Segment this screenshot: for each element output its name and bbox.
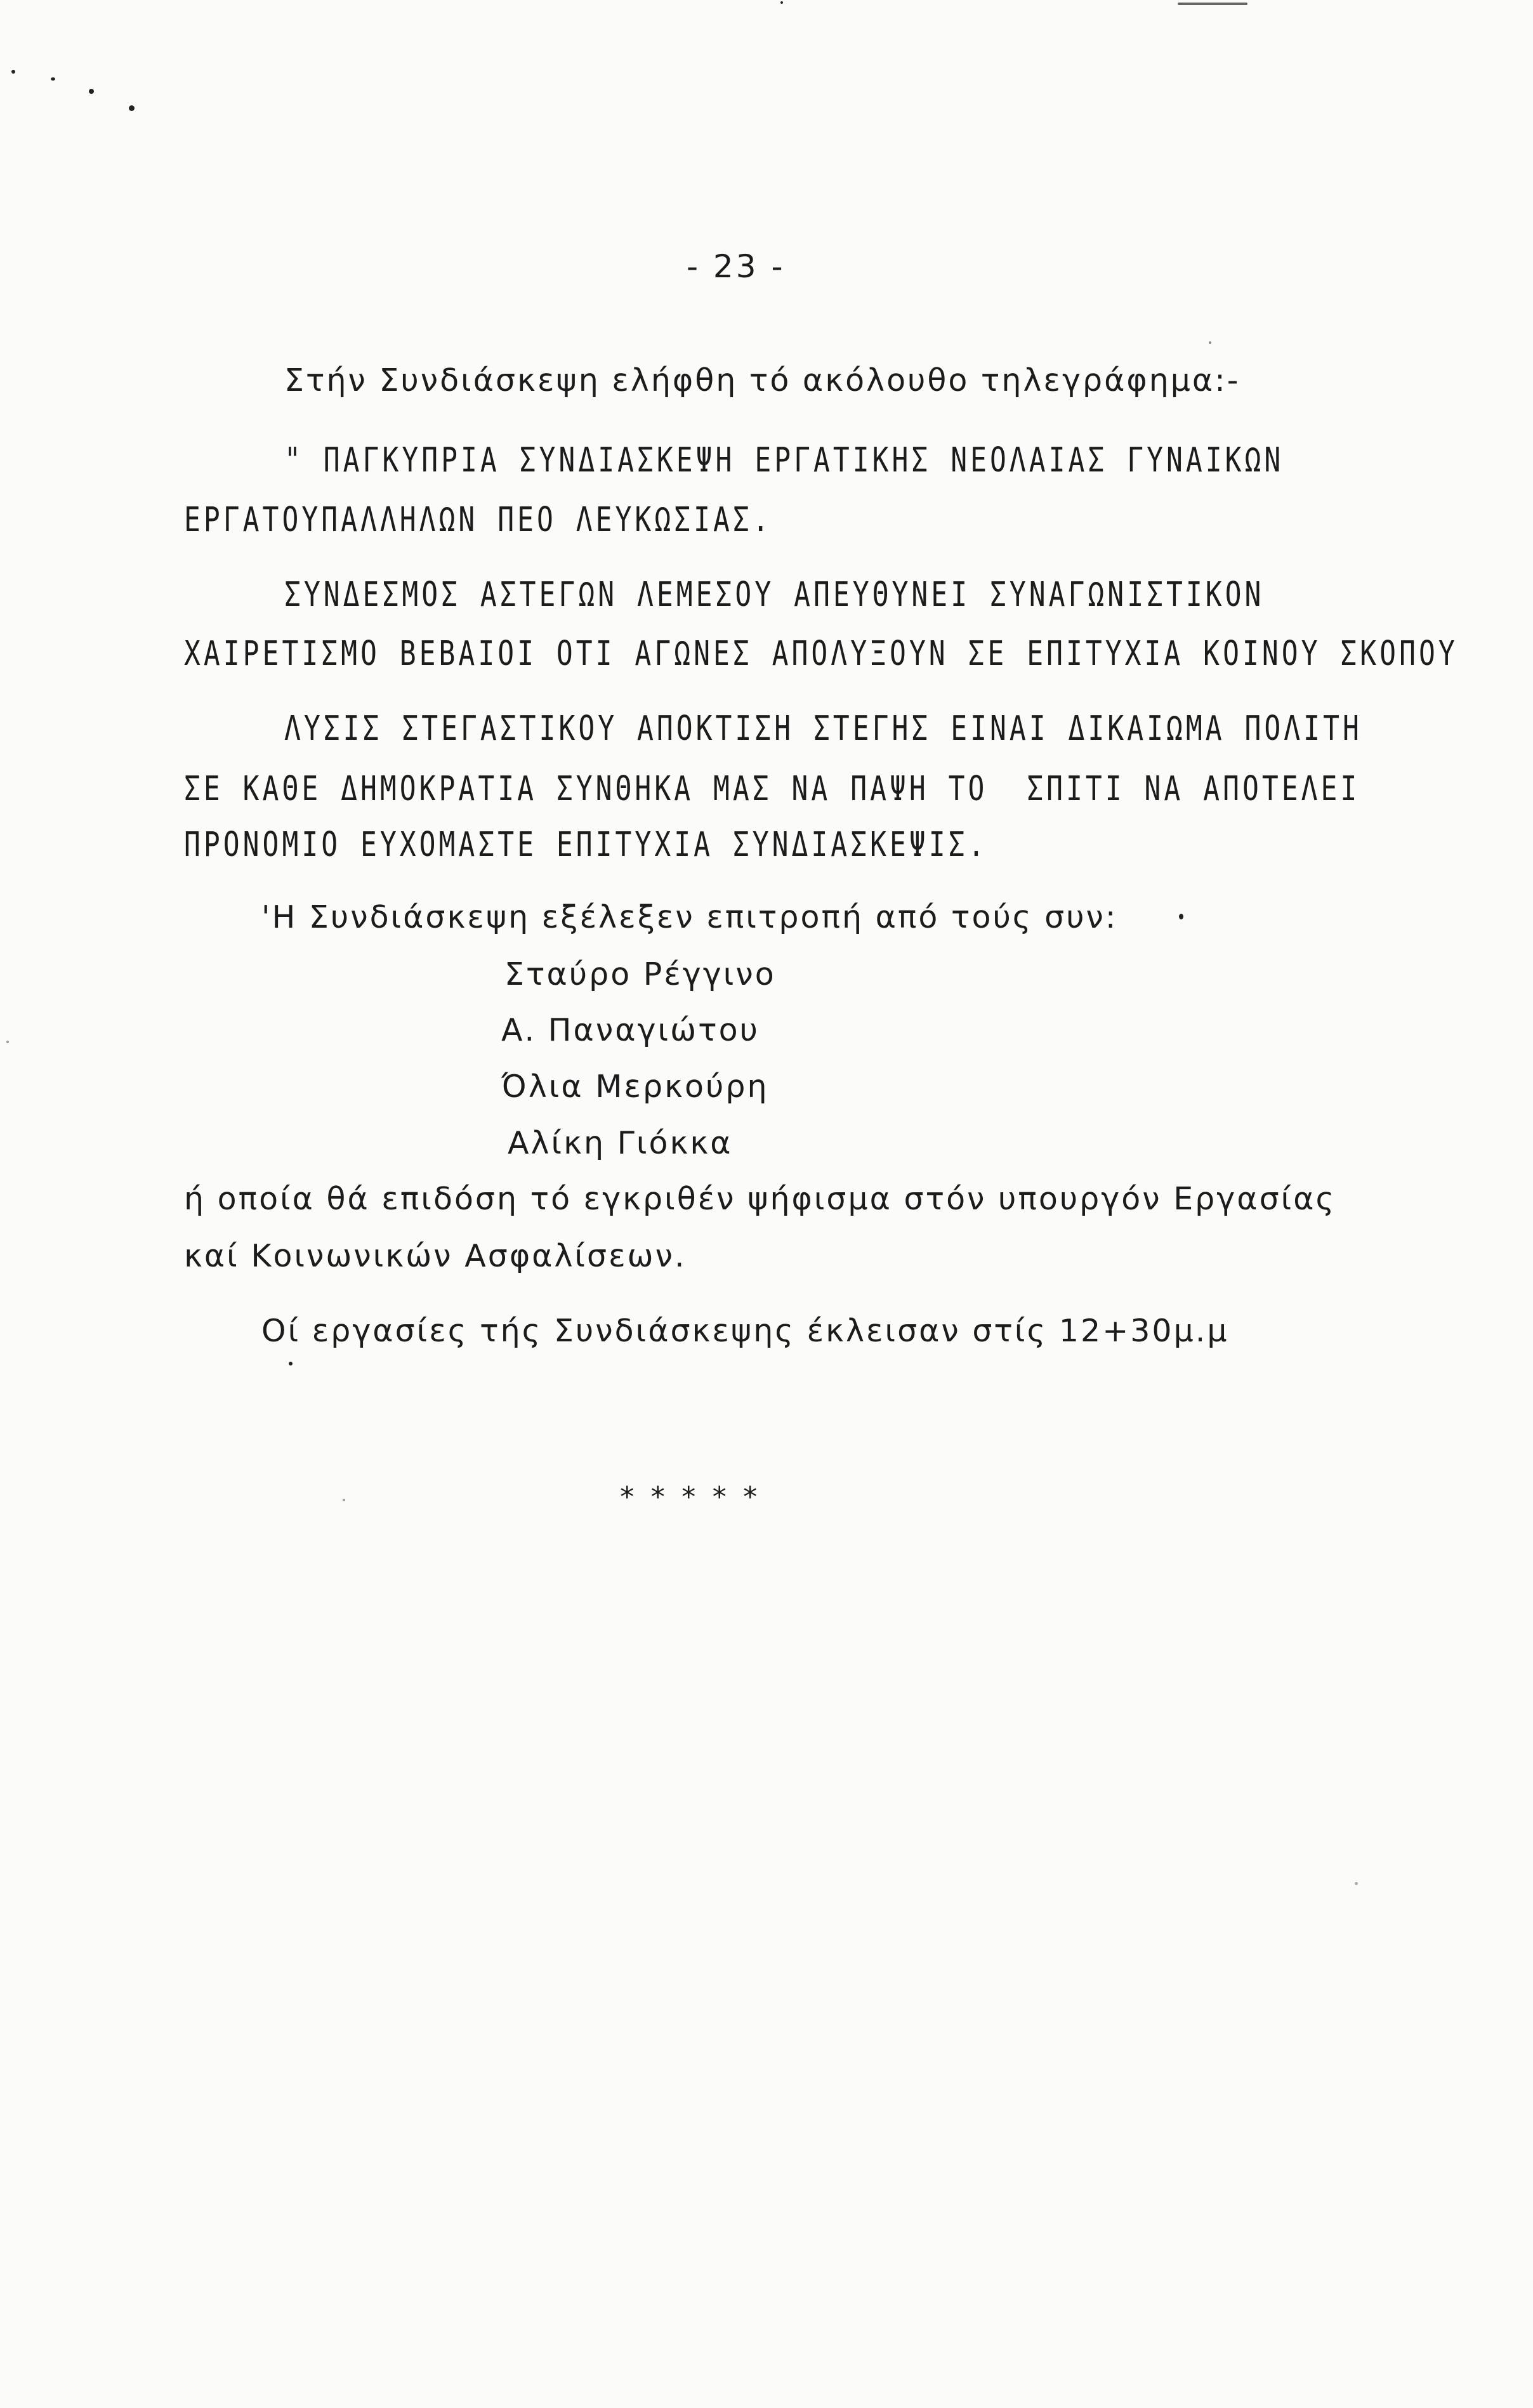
committee-member: Αλίκη Γιόκκα: [508, 1125, 733, 1161]
scan-speck: [1355, 1882, 1358, 1885]
intro-line: Στήν Συνδιάσκεψη ελήφθη τό ακόλουθο τηλεγράφημα:-: [284, 362, 1240, 398]
telegram-line-4: ΧΑΙΡΕΤΙΣΜΟ ΒΕΒΑΙΟΙ ΟΤΙ ΑΓΩΝΕΣ ΑΠΟΛΥΞΟΥΝ ΣΕ ΕΠΙΤΥΧΙΑ ΚΟΙΝΟΥ ΣΚΟΠΟΥ: [184, 634, 1458, 674]
telegram-line-2: ΕΡΓΑΤΟΥΠΑΛΛΗΛΩΝ ΠΕΟ ΛΕΥΚΩΣΙΑΣ.: [184, 500, 772, 540]
committee-member: Όλια Μερκούρη: [501, 1069, 769, 1105]
telegram-line-7: ΠΡΟΝΟΜΙΟ ΕΥΧΟΜΑΣΤΕ ΕΠΙΤΥΧΙΑ ΣΥΝΔΙΑΣΚΕΨΙΣ.: [184, 825, 988, 865]
end-mark: *****: [619, 1481, 773, 1513]
scan-speck: [780, 1, 783, 4]
scan-speck: [129, 105, 135, 111]
scan-speck: [6, 1041, 9, 1043]
scan-speck: [1209, 341, 1211, 344]
scan-speck: [1179, 914, 1183, 919]
telegram-line-1: " ΠΑΓΚΥΠΡΙΑ ΣΥΝΔΙΑΣΚΕΨΗ ΕΡΓΑΤΙΚΗΣ ΝΕΟΛΑΙΑΣ ΓΥΝΑΙΚΩΝ: [284, 440, 1284, 480]
scan-speck: [89, 89, 94, 94]
telegram-line-6: ΣΕ ΚΑΘΕ ΔΗΜΟΚΡΑΤΙΑ ΣΥΝΘΗΚΑ ΜΑΣ ΝΑ ΠΑΨΗ ΤΟ ΣΠΙΤΙ ΝΑ ΑΠΟΤΕΛΕΙ: [184, 769, 1360, 809]
committee-member: Α. Παναγιώτου: [501, 1012, 760, 1048]
resolution-line-1: ή οποία θά επιδόση τό εγκριθέν ψήφισμα στόν υπουργόν Εργασίας: [184, 1181, 1336, 1217]
closing-line: Οί εργασίες τής Συνδιάσκεψης έκλεισαν στίς 12+30μ.μ: [261, 1313, 1229, 1349]
telegram-line-3: ΣΥΝΔΕΣΜΟΣ ΑΣΤΕΓΩΝ ΛΕΜΕΣΟΥ ΑΠΕΥΘΥΝΕΙ ΣΥΝΑΓΩΝΙΣΤΙΚΟΝ: [284, 575, 1265, 615]
scan-speck: [289, 1362, 293, 1365]
page-number: - 23 -: [687, 248, 786, 285]
scan-speck: [11, 70, 15, 74]
resolution-line-2: καί Κοινωνικών Ασφαλίσεων.: [184, 1238, 687, 1274]
scan-speck: [1178, 3, 1247, 5]
scan-speck: [343, 1499, 345, 1501]
committee-intro: 'Η Συνδιάσκεψη εξέλεξεν επιτροπή από τούς συν:: [261, 899, 1118, 935]
scan-speck: [51, 77, 55, 81]
committee-member: Σταύρο Ρέγγινο: [504, 956, 776, 992]
telegram-line-5: ΛΥΣΙΣ ΣΤΕΓΑΣΤΙΚΟΥ ΑΠΟΚΤΙΣΗ ΣΤΕΓΗΣ ΕΙΝΑΙ ΔΙΚΑΙΩΜΑ ΠΟΛΙΤΗ: [284, 709, 1362, 749]
